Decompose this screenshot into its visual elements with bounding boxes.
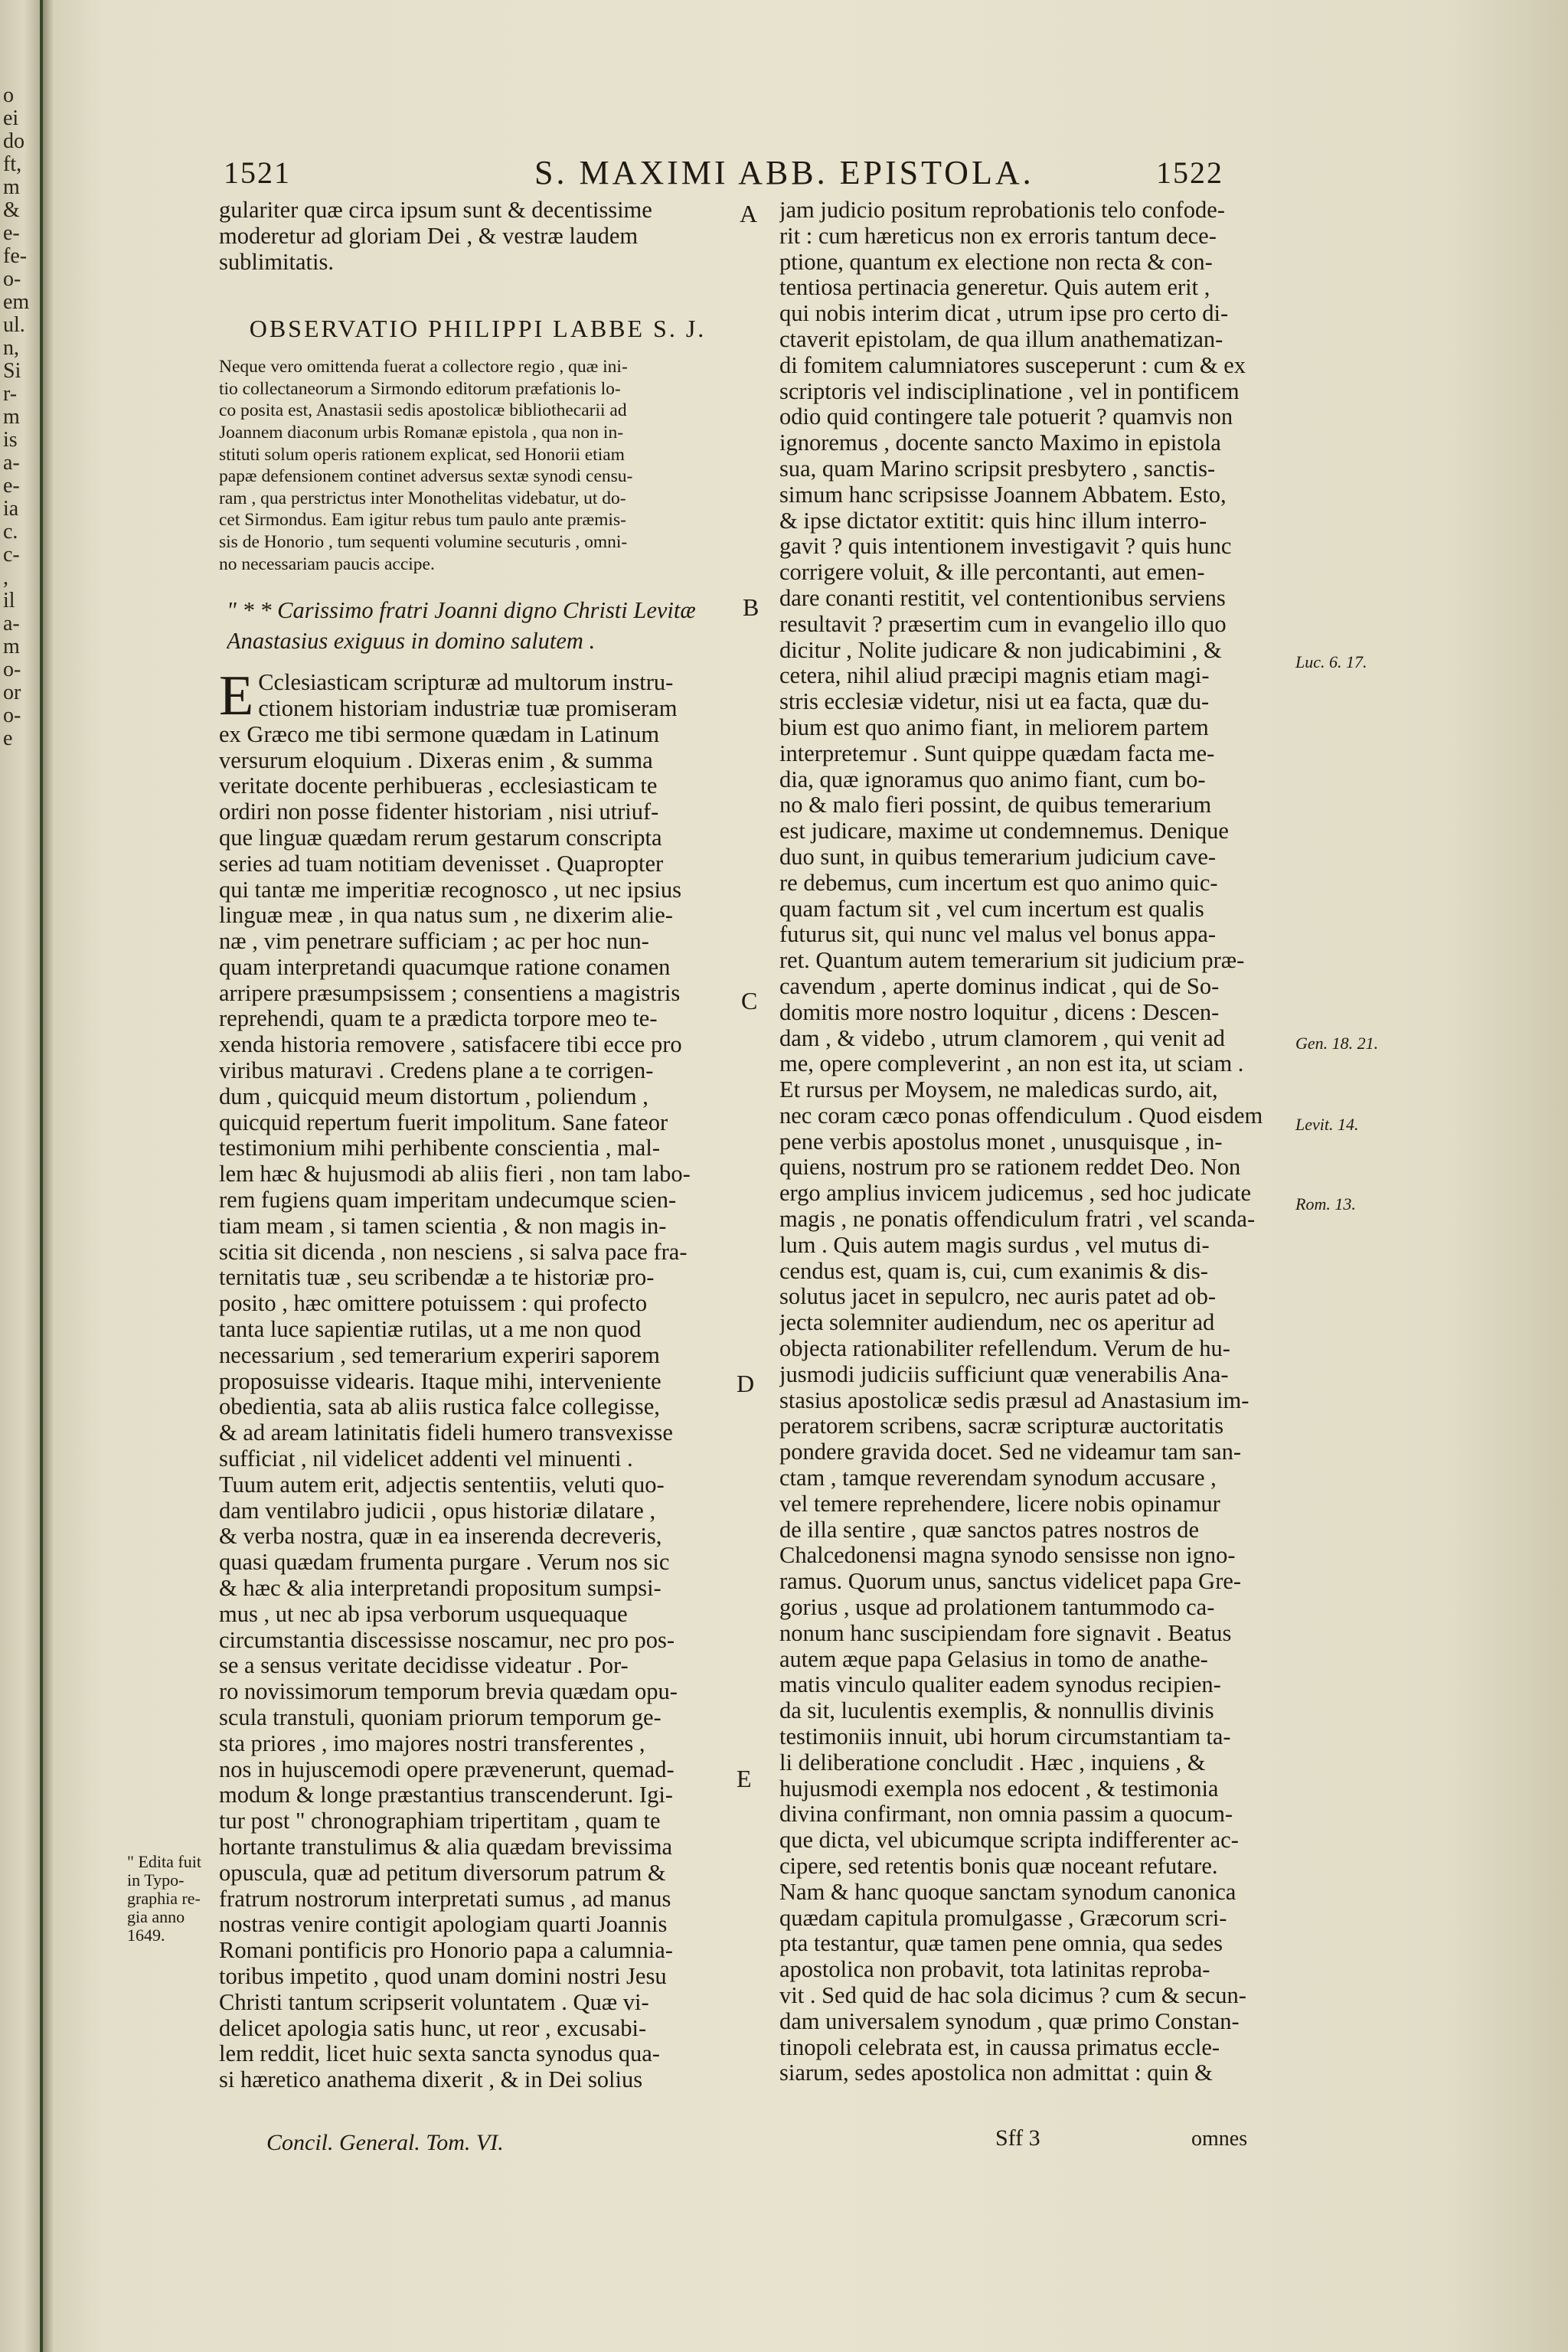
previous-page-fragment: e- bbox=[3, 474, 20, 498]
text-line: me, opere compleverint , an non est ita, ut sciam . bbox=[779, 1051, 1244, 1077]
text-line: arripere præsumpsissem ; consentiens a magistris bbox=[219, 980, 681, 1006]
text-line: pondere gravida docet. Sed ne videamur tam san- bbox=[779, 1439, 1242, 1465]
text-line: tur post " chronographiam tripertitam , quam te bbox=[219, 1808, 661, 1834]
catchword: omnes bbox=[1191, 2127, 1248, 2151]
text-line: obedientia, sata ab aliis rustica falce collegisse, bbox=[219, 1394, 660, 1420]
text-line: quicquid repertum fuerit impolitum. Sane fateor bbox=[219, 1109, 668, 1135]
text-line: posito , hæc omittere potuissem : qui profecto bbox=[219, 1291, 648, 1317]
right-column bbox=[779, 198, 1294, 2086]
observatio-line: tio collectaneorum a Sirmondo editorum præfationis lo- bbox=[219, 378, 621, 399]
previous-page-fragment: r- bbox=[3, 382, 18, 406]
letter-body bbox=[219, 665, 737, 2093]
text-line: testimoniis innuit, ubi horum circumstantiam ta- bbox=[779, 1724, 1231, 1750]
text-line: ex Græco me tibi sermone quædam in Latinum bbox=[219, 721, 660, 747]
text-line: opuscula, quæ ad petitum diversorum patrum & bbox=[219, 1860, 666, 1886]
text-line: domitis more nostro loquitur , dicens : Descen- bbox=[779, 999, 1220, 1025]
text-line: ordiri non posse fidenter historiam , nisi utriuf- bbox=[219, 799, 659, 825]
text-line: nonum hanc suscipiendam fore signavit . Beatus bbox=[779, 1620, 1232, 1646]
text-line: de illa sentire , quæ sanctos patres nostros de bbox=[779, 1517, 1200, 1543]
footer-volume: Concil. General. Tom. VI. bbox=[266, 2130, 504, 2155]
ref-luc: Luc. 6. 17. bbox=[1295, 652, 1367, 671]
text-line: odio quid contingere tale potuerit ? quamvis non bbox=[779, 404, 1233, 430]
text-line: stris ecclesiæ videtur, nisi ut ea facta, quæ du- bbox=[779, 689, 1210, 715]
previous-page-fragment: o- bbox=[3, 704, 21, 727]
text-line: quiens, nostrum pro se rationem reddet Deo. Non bbox=[779, 1155, 1241, 1181]
previous-page-fragment: ft, bbox=[3, 152, 22, 176]
text-line: rit : cum hæreticus non ex erroris tantum dece- bbox=[779, 223, 1217, 249]
text-line: li deliberatione concludit . Hæc , inquiens , & bbox=[779, 1749, 1206, 1775]
previous-page-fragment: do bbox=[3, 129, 24, 153]
text-line: lem reddit, licet huic sexta sancta synodus qua- bbox=[219, 2041, 660, 2067]
previous-page-fragment: m bbox=[3, 175, 20, 199]
text-line: jecta solemniter audiendum, nec os aperitur ad bbox=[779, 1310, 1215, 1336]
text-line: cavendum , aperte dominus indicat , qui de So- bbox=[779, 973, 1220, 999]
text-line: cendus est, quam is, cui, cum exanimis & dis- bbox=[779, 1258, 1208, 1284]
text-line: ternitatis tuæ , seu scribendæ a te historiæ pro- bbox=[219, 1265, 655, 1291]
text-line: gavit ? quis intentionem investigavit ? quis hunc bbox=[779, 534, 1232, 560]
text-line: di fomitem calumniatores susceperunt : cum & ex bbox=[779, 352, 1246, 378]
text-line: dicitur , Nolite judicare & non judicabimini , & bbox=[779, 637, 1222, 663]
previous-page-fragment: or bbox=[3, 681, 21, 704]
text-line: qui nobis interim dicat , utrum ipse pro certo di- bbox=[779, 301, 1229, 327]
salutation-line: " * * Carissimo fratri Joanni digno Christi Levitæ bbox=[227, 597, 696, 624]
text-line: quædam capitula promulgasse , Græcorum scri- bbox=[779, 1905, 1227, 1931]
text-line: delicet apologia satis hunc, ut reor , excusabi- bbox=[219, 2015, 647, 2041]
text-line: & verba nostra, quæ in ea inserenda decreveris, bbox=[219, 1524, 662, 1550]
text-line: da sit, luculentis exemplis, & nonnullis divinis bbox=[779, 1698, 1214, 1724]
observatio-line: no necessariam paucis accipe. bbox=[219, 554, 435, 574]
text-line: proposuisse videaris. Itaque mihi, interveniente bbox=[219, 1368, 662, 1394]
text-line: quam factum sit , vel cum incertum est qualis bbox=[779, 896, 1204, 922]
text-line: peratorem scribens, sacræ scripturæ auctoritatis bbox=[779, 1413, 1224, 1439]
text-line: scitia sit dicenda , non nesciens , si salva pace fra- bbox=[219, 1239, 688, 1265]
observatio-line: ram , qua perstrictus inter Monothelitas videbatur, ut do- bbox=[219, 488, 626, 508]
text-line: Et rursus per Moysem, ne maledicas surdo, ait, bbox=[779, 1077, 1218, 1103]
text-line: simum hanc scripsisse Joannem Abbatem. Esto, bbox=[779, 482, 1227, 508]
ref-gen: Gen. 18. 21. bbox=[1295, 1034, 1379, 1053]
text-line: sublimitatis. bbox=[219, 249, 334, 275]
previous-page-fragment: e bbox=[3, 727, 13, 750]
salutation-line: Anastasius exiguus in domino salutem . bbox=[227, 628, 596, 655]
text-line: est judicare, maxime ut condemnemus. Denique bbox=[779, 818, 1229, 844]
text-line: cipere, sed retentis bonis quæ noceant refutare. bbox=[779, 1854, 1218, 1879]
text-line: & ipse dictator extitit: quis hinc illum interro- bbox=[779, 508, 1207, 534]
previous-page-fragment: & bbox=[3, 198, 20, 222]
text-line: lum . Quis autem magis surdus , vel mutus di- bbox=[779, 1232, 1210, 1258]
left-column bbox=[219, 198, 737, 2093]
text-line: nec coram cæco ponas offendiculum . Quod eisdem bbox=[779, 1102, 1263, 1129]
observatio-line: cet Sirmondus. Eam igitur rebus tum paulo ante præmis- bbox=[219, 510, 626, 531]
text-line: & hæc & alia interpretandi propositum sumpsi- bbox=[219, 1576, 662, 1602]
text-line: ro novissimorum temporum brevia quædam opu- bbox=[219, 1679, 678, 1705]
text-line: toribus impetito , quod unam domini nostri Jesu bbox=[219, 1963, 667, 1989]
text-line: sua, quam Marino scripsit presbytero , sanctis- bbox=[779, 456, 1216, 482]
footnote-line: " Edita fuit bbox=[127, 1853, 201, 1871]
text-line: Nam & hanc quoque sanctam synodum canonica bbox=[779, 1879, 1236, 1905]
previous-page-fragment: a- bbox=[3, 612, 20, 635]
text-line: fratrum nostrorum interpretati sumus , ad manus bbox=[219, 1886, 671, 1912]
text-line: lem hæc & hujusmodi ab aliis fieri , non tam labo- bbox=[219, 1161, 691, 1187]
observatio-text bbox=[219, 356, 737, 575]
text-line: bium est quo animo fiant, in meliorem partem bbox=[779, 714, 1209, 740]
margin-letter-b: B bbox=[743, 593, 760, 621]
text-line: ergo amplius invicem judicemus , sed hoc judicate bbox=[779, 1181, 1252, 1207]
running-head: S. MAXIMI ABB. EPISTOLA. bbox=[534, 154, 1034, 191]
text-line: linguæ meæ , in qua natus sum , ne dixerim alie- bbox=[219, 903, 673, 929]
previous-page-fragment: Si bbox=[3, 359, 21, 383]
margin-letter-d: D bbox=[737, 1370, 755, 1397]
ref-levit: Levit. 14. bbox=[1295, 1115, 1359, 1134]
right-page-number: 1522 bbox=[1156, 155, 1223, 190]
previous-page-fragment: ei bbox=[3, 106, 19, 130]
text-line: dare conanti restitit, vel contentionibus serviens bbox=[779, 585, 1226, 611]
footnote-line: graphia re- bbox=[127, 1890, 201, 1908]
text-line: vit . Sed quid de hac sola dicimus ? cum & secun- bbox=[779, 1982, 1246, 2008]
previous-page-fragment: o bbox=[3, 83, 14, 107]
text-line: dia, quæ ignoramus quo animo fiant, cum bo- bbox=[779, 766, 1206, 792]
text-line: ctionem historiam industriæ tuæ promiseram bbox=[258, 695, 678, 721]
text-line: ret. Quantum autem temerarium sit judicium præ- bbox=[779, 948, 1245, 974]
previous-page-fragment: em bbox=[3, 290, 30, 314]
text-line: rem fugiens quam imperitam undecumque scien- bbox=[219, 1187, 677, 1214]
text-line: no & malo fieri possint, de quibus temerarium bbox=[779, 792, 1212, 818]
observatio-line: stituti solum operis rationem explicat, sed Honorii etiam bbox=[219, 444, 625, 465]
text-line: pta testantur, quæ tamen pene omnia, qua sedes bbox=[779, 1931, 1223, 1957]
salutation bbox=[219, 595, 737, 656]
text-line: testimonium mihi perhibente conscientia , mal- bbox=[219, 1135, 660, 1161]
text-line: jam judicio positum reprobationis telo confode- bbox=[779, 198, 1225, 223]
text-line: dam , & videbo , utrum clamorem , qui venit ad bbox=[779, 1025, 1225, 1051]
previous-page-fragment: c- bbox=[3, 543, 20, 567]
previous-page-fragment: n, bbox=[3, 336, 19, 360]
text-line: duo sunt, in quibus temerarium judicium cave- bbox=[779, 844, 1217, 870]
footnote-line: gia anno bbox=[127, 1908, 185, 1926]
previous-page-fragment: m bbox=[3, 405, 20, 429]
text-line: dam universalem synodum , quæ primo Constan- bbox=[779, 2008, 1240, 2034]
ref-rom: Rom. 13. bbox=[1295, 1194, 1356, 1214]
text-line: futurus sit, qui nunc vel malus vel bonus appa- bbox=[779, 922, 1217, 948]
text-line: sta priores , imo majores nostri transferentes , bbox=[219, 1730, 645, 1756]
letter-body-text bbox=[219, 665, 737, 2093]
footnote-line: in Typo- bbox=[127, 1871, 185, 1890]
text-line: corrigere voluit, & ille percontanti, aut emen- bbox=[779, 560, 1205, 586]
observatio-line: Neque vero omittenda fuerat a collectore regio , quæ ini- bbox=[219, 357, 628, 377]
text-line: solutus jacet in sepulcro, nec auris patet ad ob- bbox=[779, 1284, 1216, 1310]
text-line: circumstantia discessisse noscamur, nec pro pos- bbox=[219, 1627, 675, 1653]
text-line: necessarium , sed temerarium experiri saporem bbox=[219, 1342, 660, 1368]
previous-page-fragment: m bbox=[3, 635, 20, 658]
text-line: autem æque papa Gelasius in tomo de anathe- bbox=[779, 1646, 1208, 1672]
observatio-line: Joannem diaconum urbis Romanæ epistola , qua non in- bbox=[219, 422, 624, 443]
observatio-title: OBSERVATIO PHILIPPI LABBE S. J. bbox=[249, 315, 707, 343]
text-line: tanta luce sapientiæ rutilas, ut a me non quod bbox=[219, 1317, 642, 1343]
side-footnote bbox=[127, 1853, 219, 1945]
text-line: scriptoris vel indisciplinatione , vel in pontificem bbox=[779, 378, 1240, 404]
text-line: siarum, sedes apostolica non admittat : quin & bbox=[779, 2060, 1213, 2086]
previous-page-fragment: e- bbox=[3, 221, 20, 245]
text-line: Chalcedonensi magna synodo sensisse non igno- bbox=[779, 1543, 1236, 1569]
text-line: dum , quicquid meum distortum , poliendum , bbox=[219, 1083, 648, 1109]
text-line: Cclesiasticam scripturæ ad multorum instru- bbox=[258, 670, 674, 696]
observatio-line: papæ defensionem continet adversus sextæ synodi censu- bbox=[219, 466, 633, 487]
text-line: interpretemur . Sunt quippe quædam facta me- bbox=[779, 740, 1215, 766]
text-line: pene verbis apostolus monet , unusquisque , in- bbox=[779, 1129, 1223, 1155]
text-line: & ad aream latinitatis fideli humero transvexisse bbox=[219, 1420, 673, 1446]
text-line: dam ventilabro judicii , opus historiæ dilatare , bbox=[219, 1498, 656, 1524]
text-line: xenda historia removere , satisfacere tibi ecce pro bbox=[219, 1032, 682, 1058]
footnote-line: 1649. bbox=[127, 1926, 165, 1945]
left-intro-text bbox=[219, 198, 737, 275]
text-line: si hæretico anathema dixerit , & in Dei solius bbox=[219, 2067, 643, 2093]
text-line: ptione, quantum ex electione non recta & con- bbox=[779, 249, 1213, 275]
text-line: divina confirmant, non omnia passim a quocum- bbox=[779, 1802, 1233, 1828]
previous-page-fragment: ia bbox=[3, 497, 19, 521]
text-line: cetera, nihil aliud præcipi magnis etiam magi- bbox=[779, 663, 1210, 689]
text-line: se a sensus veritate decidisse videatur . Por- bbox=[219, 1653, 629, 1679]
text-line: resultavit ? præsertim cum in evangelio illo quo bbox=[779, 611, 1227, 637]
text-line: hujusmodi exempla nos edocent , & testimonia bbox=[779, 1775, 1219, 1802]
previous-page-fragment: a- bbox=[3, 451, 20, 475]
text-line: re debemus, cum incertum est quo animo quic- bbox=[779, 870, 1218, 896]
previous-page-fragment: o- bbox=[3, 658, 21, 681]
margin-letter-c: C bbox=[741, 987, 758, 1014]
observatio-line: sis de Honorio , tum sequenti volumine secuturis , omni- bbox=[219, 531, 628, 552]
text-line: sufficiat , nil videlicet addenti vel minuenti . bbox=[219, 1446, 633, 1472]
text-line: versurum eloquium . Dixeras enim , & summa bbox=[219, 747, 653, 773]
text-line: nos in hujuscemodi opere prævenerunt, quemad- bbox=[219, 1756, 675, 1782]
text-line: moderetur ad gloriam Dei , & vestræ laudem bbox=[219, 223, 639, 249]
text-line: stasius apostolicæ sedis præsul ad Anastasium im- bbox=[779, 1387, 1250, 1413]
text-line: modum & longe præstantius transcenderunt. Igi- bbox=[219, 1782, 673, 1808]
text-line: series ad tuam notitiam devenisset . Quapropter bbox=[219, 851, 664, 877]
margin-letter-a: A bbox=[740, 200, 758, 227]
text-line: næ , vim penetrare sufficiam ; ac per hoc nun- bbox=[219, 929, 649, 955]
text-line: quam interpretandi quacumque ratione conamen bbox=[219, 954, 671, 980]
text-line: reprehendi, quam te a prædicta torpore meo te- bbox=[219, 1006, 658, 1032]
signature-mark: Sff 3 bbox=[995, 2125, 1040, 2151]
text-line: ramus. Quorum unus, sanctus videlicet papa Gre- bbox=[779, 1569, 1242, 1595]
text-line: jusmodi judiciis sufficiunt quæ venerabilis Ana- bbox=[779, 1361, 1229, 1387]
previous-page-fragment: is bbox=[3, 428, 18, 452]
left-page-number: 1521 bbox=[224, 155, 291, 190]
previous-page-fragment: fe- bbox=[3, 244, 28, 268]
text-line: mus , ut nec ab ipsa verborum usquequaque bbox=[219, 1601, 628, 1627]
text-line: Tuum autem erit, adjectis sententiis, veluti quo- bbox=[219, 1472, 665, 1498]
text-line: veritate docente perhibueras , ecclesiasticam te bbox=[219, 773, 658, 799]
drop-cap: E bbox=[219, 665, 254, 728]
previous-page-fragment: ul. bbox=[3, 313, 25, 337]
previous-page-fragment: , bbox=[3, 566, 8, 590]
text-line: Christi tantum scripserit voluntatem . Quæ vi- bbox=[219, 1989, 649, 2015]
text-line: scula transtuli, quoniam priorum temporum ge- bbox=[219, 1705, 662, 1730]
previous-page-fragment: o- bbox=[3, 267, 21, 291]
text-line: qui tantæ me imperitiæ recognosco , ut nec ipsius bbox=[219, 877, 681, 903]
text-line: apostolica non probavit, tota latinitas reproba- bbox=[779, 1957, 1210, 1983]
gutter-shadow bbox=[40, 0, 54, 2352]
text-line: viribus maturavi . Credens plane a te corrigen- bbox=[219, 1058, 654, 1084]
text-line: gulariter quæ circa ipsum sunt & decentissime bbox=[219, 198, 652, 223]
text-line: magis , ne ponatis offendiculum fratri , vel scanda- bbox=[779, 1207, 1256, 1233]
text-line: objecta rationabiliter refellendum. Verum de hu- bbox=[779, 1336, 1230, 1362]
text-line: gorius , usque ad prolationem tantummodo ca- bbox=[779, 1595, 1215, 1621]
text-line: ctam , tamque reverendam synodum accusare , bbox=[779, 1465, 1217, 1491]
text-line: ctaverit epistolam, de qua illum anathematizan- bbox=[779, 326, 1223, 352]
text-line: nostras venire contigit apologiam quarti Joannis bbox=[219, 1912, 668, 1938]
text-line: tinopoli celebrata est, in caussa primatus eccle- bbox=[779, 2034, 1220, 2060]
text-line: quasi quædam frumenta purgare . Verum nos sic bbox=[219, 1550, 670, 1576]
text-line: ignoremus , docente sancto Maximo in epistola bbox=[779, 430, 1221, 456]
text-line: tiam meam , si tamen scientia , & non magis in- bbox=[219, 1213, 667, 1239]
text-line: tentiosa pertinacia generetur. Quis autem erit , bbox=[779, 275, 1210, 301]
text-line: que dicta, vel ubicumque scripta indifferenter ac- bbox=[779, 1828, 1239, 1854]
previous-page-edge bbox=[0, 0, 40, 2352]
previous-page-fragment: il bbox=[3, 589, 15, 612]
observatio-line: co posita est, Anastasii sedis apostolicæ bibliothecarii ad bbox=[219, 400, 627, 421]
previous-page-fragment: c. bbox=[3, 520, 18, 544]
text-line: hortante transtulimus & alia quædam brevissima bbox=[219, 1834, 673, 1860]
text-line: Romani pontificis pro Honorio papa a calumnia- bbox=[219, 1938, 673, 1964]
text-line: matis vinculo qualiter eadem synodus recipien- bbox=[779, 1672, 1221, 1698]
text-line: vel temere reprehendere, licere nobis opinamur bbox=[779, 1491, 1220, 1517]
text-line: que linguæ quædam rerum gestarum conscripta bbox=[219, 825, 662, 851]
margin-letter-e: E bbox=[737, 1765, 752, 1792]
